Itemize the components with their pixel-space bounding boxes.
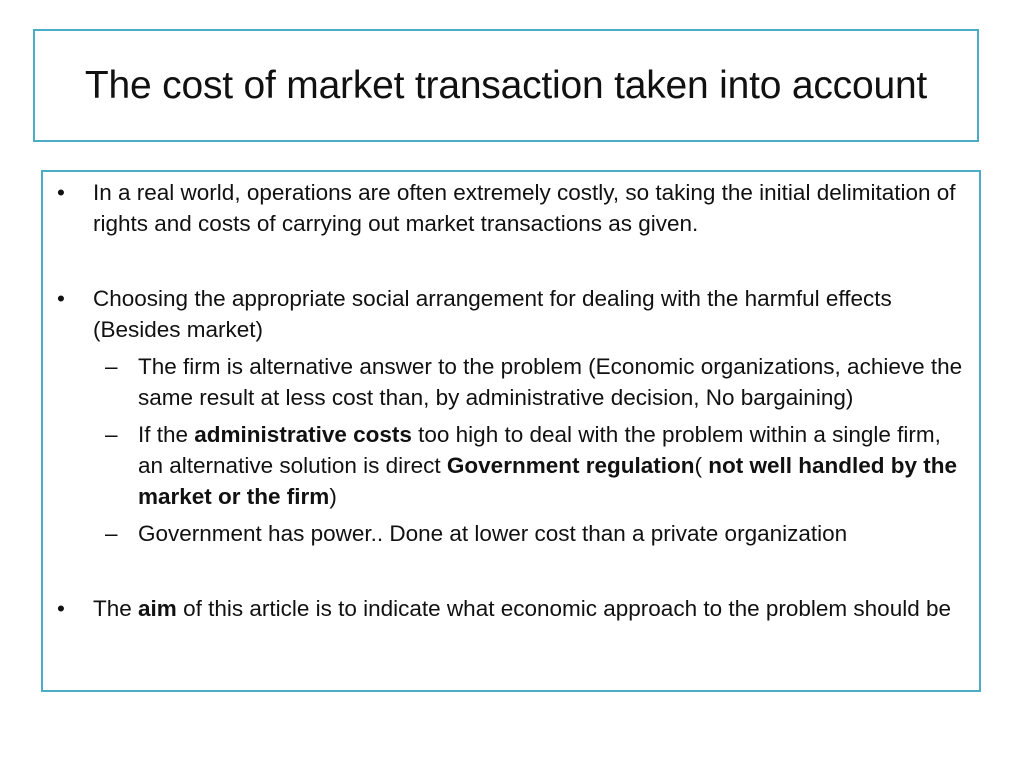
emphasis-administrative-costs: administrative costs [194, 422, 412, 447]
bullet-text: Choosing the appropriate social arrangement for dealing with the harmful effects (Besides market) [93, 286, 892, 342]
bullet-text-part: The [93, 596, 139, 621]
bullet-item-social-arrangement [57, 283, 969, 549]
sub-text: The firm is alternative answer to the problem (Economic organizations, achieve the same result at less cost than, by administrative decision, No bargaining) [138, 354, 963, 410]
content-box [41, 170, 981, 692]
bullet-icon: • [57, 596, 65, 621]
bullet-item-real-world [57, 177, 969, 239]
bullet-item-aim [57, 593, 969, 624]
bullet-list [57, 177, 969, 624]
bullet-icon: • [57, 180, 65, 205]
sub-text-part: If the [138, 422, 195, 447]
slide-title: The cost of market transaction taken into account [84, 63, 928, 107]
emphasis-government-regulation: Government regulation [446, 453, 695, 478]
bullet-text-part: of this article is to indicate what economic approach to the problem should be [176, 596, 951, 621]
sub-bullet-list [93, 351, 969, 549]
title-box [33, 29, 979, 142]
emphasis-aim: aim [138, 596, 177, 621]
bullet-text: In a real world, operations are often extremely costly, so taking the initial delimitation of rights and costs of carrying out market transactions as given. [93, 180, 956, 236]
sub-text-part: ) [329, 484, 337, 509]
sub-text-part: too high to deal with the problem within a single firm, an alternative solution is direct [138, 422, 941, 478]
sub-text: Government has power.. Done at lower cost than a private organization [138, 521, 848, 546]
emphasis-not-well-handled: not well handled by the market or the firm [138, 453, 957, 509]
sub-item-government-power [93, 518, 969, 549]
bullet-icon: • [57, 286, 65, 311]
dash-icon: – [105, 354, 118, 379]
dash-icon: – [105, 521, 118, 546]
sub-item-firm [93, 351, 969, 413]
dash-icon: – [105, 422, 118, 447]
sub-text-part: ( [694, 453, 709, 478]
sub-item-administrative-costs [93, 419, 969, 512]
